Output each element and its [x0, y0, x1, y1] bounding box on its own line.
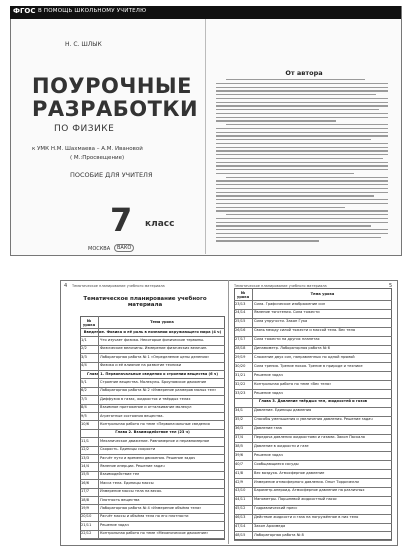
lesson-topic: Явление тяготения. Сила тяжести: [254, 310, 320, 315]
foreword-text-line: [216, 218, 388, 219]
textbook-publisher: ( М.:Просвещение): [70, 155, 125, 161]
lesson-topic: Решение задач: [254, 390, 283, 395]
lesson-topic: Сложение двух сил, направленных по одной прямой: [254, 354, 355, 359]
lesson-topic: Измерение массы тела на весах.: [100, 489, 163, 494]
lesson-topic: Плотность вещества: [100, 497, 140, 502]
lesson-topic: Передача давления жидкостями и газами. Закон Паскаля: [254, 435, 365, 439]
series-title: В ПОМОЩЬ ШКОЛЬНОМУ УЧИТЕЛЮ: [38, 8, 147, 14]
lesson-topic: Сообщающиеся сосуды: [254, 461, 299, 466]
lesson-number: 26/16: [235, 328, 246, 333]
lesson-topic: Явление инерции. Решение задач: [100, 463, 165, 468]
lesson-number: 45/12: [235, 506, 246, 511]
lesson-number: 48/15: [235, 532, 246, 537]
lesson-topic: Лабораторная работа № 1 «Определение цены деления»: [100, 354, 210, 359]
textbook-reference: к УМК Н.М. Шахмаева – А.М. Ивановой: [32, 146, 143, 152]
lesson-number: 34/1: [235, 408, 244, 413]
lesson-topic: Контрольная работа по теме «Первоначальные сведения: [100, 421, 210, 426]
page-number-left: 4: [64, 283, 68, 289]
foreword-text-line: [216, 233, 388, 234]
foreword-text-line: [216, 237, 381, 238]
lesson-topic: Манометры. Поршневой жидкостный насос: [254, 497, 337, 502]
lesson-number: 1/1: [81, 337, 87, 342]
publisher-city: МОСКВА: [88, 246, 111, 252]
chapter-heading: Глава 2. Взаимодействие тел (23 ч): [115, 430, 190, 435]
lesson-number: 40/7: [235, 461, 244, 466]
col-header-topic-right: Тема урока: [310, 292, 335, 296]
foreword-text-line: [216, 154, 388, 155]
grade-number: 7: [110, 201, 133, 239]
lesson-topic: Связь между силой тяжести и массой тела. Вес тела: [254, 328, 356, 333]
lesson-number: 37/4: [235, 435, 244, 439]
foreword-text-line: [216, 150, 388, 151]
foreword-text-line: [216, 135, 388, 136]
publisher-logo: ВАКО: [114, 244, 134, 252]
lesson-topic: Скорость. Единицы скорости: [100, 447, 156, 452]
guide-label: ПОСОБИЕ ДЛЯ УЧИТЕЛЯ: [70, 171, 153, 179]
lesson-topic: Давление газа: [254, 426, 282, 431]
lesson-topic: Физика и её влияние на развитие техники: [100, 363, 182, 368]
foreword-text-line: [216, 180, 388, 181]
lesson-number: 47/14: [235, 524, 246, 528]
lesson-topic: Расчёт массы и объёма тела по его плотности: [100, 514, 189, 519]
foreword-text-line: [216, 132, 388, 133]
lesson-topic: Давление в жидкости и газе: [254, 443, 309, 448]
lesson-topic: Решение задач: [254, 372, 283, 377]
lesson-number: 42/9: [235, 479, 244, 484]
col-header-number: № урока: [82, 319, 96, 327]
foreword-text-line: [216, 173, 354, 174]
book-title-line2: РАЗРАБОТКИ: [32, 97, 199, 121]
lesson-number: 17/7: [81, 489, 90, 494]
lesson-topic: Барометр-анероид. Атмосферное давление на различных: [254, 488, 365, 493]
foreword-text-line: [216, 203, 388, 204]
foreword-text-line: [216, 109, 379, 110]
lesson-topic: Лабораторная работа № 2 «Измерение размеров малых тел»: [100, 388, 217, 393]
lesson-number: 14/4: [81, 463, 90, 468]
foreword-text-line: [216, 128, 388, 129]
lesson-topic: Агрегатные состояния вещества.: [100, 413, 164, 418]
author-name: Н. С. ШЛЫК: [65, 41, 102, 48]
lesson-topic: Контрольная работа по теме «Вес тела»: [254, 381, 332, 386]
lesson-number: 41/8: [235, 470, 244, 475]
lesson-topic: Динамометр. Лабораторная работа № 6: [254, 346, 330, 350]
lesson-number: 13/3: [81, 455, 90, 460]
foreword-text-line: [226, 177, 388, 178]
lesson-number: 8/4: [81, 405, 87, 410]
lesson-topic: Механическое движение. Равномерное и неравномерное: [100, 438, 210, 443]
lesson-number: 10/6: [81, 421, 90, 426]
book-subject: ПО ФИЗИКЕ: [54, 124, 115, 134]
foreword-text-line: [216, 162, 388, 163]
lesson-number: 30/20: [235, 363, 246, 368]
lesson-number: 11/1: [81, 438, 90, 443]
foreword-text-line: [216, 105, 388, 106]
foreword-text-line: [216, 83, 388, 84]
series-banner: [10, 6, 401, 19]
lesson-topic: Строение вещества. Молекулы. Броуновское движение: [100, 379, 207, 384]
foreword-text-line: [216, 225, 371, 226]
col-header-topic: Тема урока: [150, 320, 174, 324]
lesson-topic: Физические величины. Измерение физических величин.: [100, 346, 208, 351]
row-divider: [80, 538, 225, 539]
column-divider: [252, 288, 253, 540]
lesson-number: 44/11: [235, 497, 246, 502]
lesson-number: 24/14: [235, 310, 246, 315]
lesson-number: 9/5: [81, 413, 87, 418]
lesson-topic: Закон Архимеда: [254, 524, 286, 528]
lesson-number: 32/22: [235, 381, 246, 386]
lesson-number: 4/4: [81, 363, 87, 368]
lesson-topic: Сила упругости. Закон Гука: [254, 319, 308, 324]
grade-word: класс: [145, 219, 175, 229]
lesson-number: 36/3: [235, 426, 244, 431]
book-cover: [10, 19, 205, 254]
lesson-topic: Решение задач: [254, 452, 283, 457]
lesson-number: 7/3: [81, 396, 87, 401]
lesson-topic: Решение задач: [100, 522, 129, 527]
lesson-topic: Сила трения. Трение покоя. Трение в природе и технике: [254, 363, 363, 368]
lesson-number: 21/11: [81, 522, 92, 527]
lesson-number: 43/10: [235, 488, 246, 493]
lesson-topic: Действие жидкости и газа на погружённое в них тело: [254, 515, 359, 520]
lesson-number: 29/19: [235, 354, 246, 359]
lesson-topic: Масса тела. Единицы массы: [100, 480, 154, 485]
fgos-logo: ФГОС: [13, 7, 36, 15]
foreword-heading: От автора: [285, 69, 323, 77]
row-divider: [234, 540, 392, 541]
lesson-topic: Измерение атмосферного давления. Опыт Торричелли: [254, 479, 359, 484]
foreword-text-line: [216, 147, 388, 148]
foreword-text-line: [226, 79, 365, 80]
foreword-text-line: [216, 94, 376, 95]
lesson-topic: Способы уменьшения и увеличения давления. Решение задач: [254, 417, 373, 422]
col-header-number-right: № урока: [236, 291, 250, 299]
lesson-number: 16/6: [81, 480, 90, 485]
column-divider: [98, 316, 99, 538]
foreword-text-line: [216, 165, 388, 166]
running-head-left: Тематическое планирование учебного материала: [72, 284, 165, 288]
page-divider: [205, 19, 206, 254]
foreword-text-line: [216, 90, 388, 91]
foreword-text-line: [216, 207, 345, 208]
page-number-right: 5: [389, 283, 393, 289]
lesson-topic: Диффузия в газах, жидкостях и твёрдых телах: [100, 396, 191, 401]
foreword-text-line: [216, 117, 388, 118]
lesson-number: 15/5: [81, 472, 90, 477]
lesson-topic: Давление. Единицы давления: [254, 408, 312, 413]
lesson-number: 5/1: [81, 379, 87, 384]
lesson-number: 27/17: [235, 337, 246, 342]
foreword-text-line: [216, 87, 388, 88]
lesson-topic: Вес воздуха. Атмосферное давление: [254, 470, 325, 475]
lesson-number: 33/23: [235, 390, 246, 395]
lesson-topic: Контрольная работа по теме «Механическое движение»: [100, 531, 209, 536]
foreword-text-line: [216, 113, 388, 114]
foreword-text-line: [216, 98, 388, 99]
foreword-text-line: [226, 124, 388, 125]
book-title-line1: ПОУРОЧНЫЕ: [32, 74, 193, 98]
foreword-text-line: [216, 192, 388, 193]
spread-spine: [228, 280, 229, 544]
lesson-topic: Сила тяжести на других планетах: [254, 337, 320, 342]
lesson-topic: Гидравлический пресс: [254, 506, 298, 511]
chapter-heading: Глава 1. Первоначальные сведения о строении вещества (6 ч): [86, 371, 218, 376]
lesson-number: 38/5: [235, 443, 244, 448]
foreword-text-line: [216, 184, 388, 185]
foreword-page: [212, 19, 396, 254]
lesson-number: 23/13: [235, 301, 246, 306]
lesson-number: 20/10: [81, 514, 92, 519]
foreword-text-line: [216, 210, 388, 211]
foreword-text-line: [216, 195, 374, 196]
lesson-number: 18/8: [81, 497, 90, 502]
foreword-text-line: [216, 240, 319, 241]
lesson-topic: Взаимное притяжение и отталкивание молекул: [100, 405, 192, 410]
lesson-number: 3/3: [81, 354, 87, 359]
lesson-topic: Сила. Графическое изображение сил: [254, 301, 325, 306]
foreword-text-line: [216, 143, 388, 144]
lesson-topic: Расчёт пути и времени движения. Решение задач: [100, 455, 196, 460]
foreword-text-line: [216, 199, 388, 200]
lesson-topic: Лабораторная работа № 4 «Измерение объёма тела»: [100, 505, 202, 510]
foreword-text-line: [216, 120, 336, 121]
table-title-left: Тематическое планирование учебного материала: [83, 296, 207, 308]
foreword-text-line: [216, 222, 388, 223]
chapter-heading: Введение. Физика и её роль в познании окружающего мира (4 ч): [83, 329, 222, 334]
lesson-topic: Лабораторная работа № 8: [254, 532, 304, 537]
lesson-number: 31/21: [235, 372, 246, 377]
lesson-number: 22/12: [81, 531, 92, 536]
foreword-text-line: [216, 229, 388, 230]
foreword-text-line: [216, 158, 383, 159]
foreword-text-line: [226, 214, 388, 215]
lesson-number: 6/2: [81, 388, 87, 393]
lesson-number: 2/2: [81, 346, 87, 351]
lesson-topic: Взаимодействие тел: [100, 472, 140, 477]
running-head-right: Тематическое планирование учебного материала: [234, 284, 327, 288]
lesson-topic: Что изучает физика. Некоторые физические термины.: [100, 337, 205, 342]
lesson-number: 39/6: [235, 452, 244, 457]
lesson-number: 35/2: [235, 417, 244, 422]
lesson-number: 46/13: [235, 515, 246, 520]
lesson-number: 19/9: [81, 505, 90, 510]
foreword-text-line: [216, 102, 388, 103]
foreword-text-line: [216, 139, 371, 140]
foreword-text-line: [216, 169, 388, 170]
lesson-number: 12/2: [81, 447, 90, 452]
lesson-number: 28/18: [235, 346, 246, 350]
chapter-heading: Глава 3. Давление твёрдых тел, жидкостей и газов: [258, 399, 368, 404]
lesson-number: 25/15: [235, 319, 246, 324]
foreword-text-line: [216, 188, 388, 189]
